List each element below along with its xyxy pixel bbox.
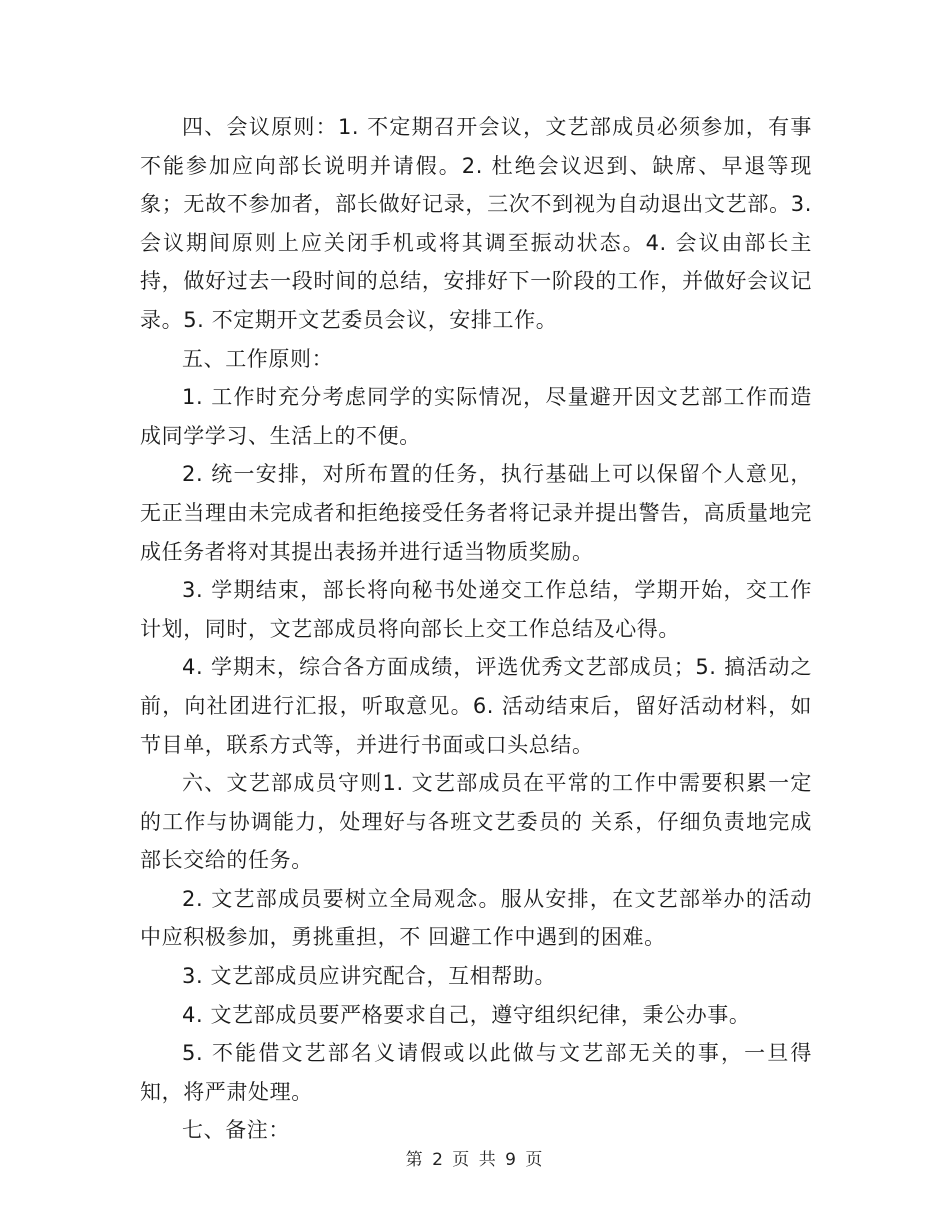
paragraph-work-item-4: 4. 学期末，综合各方面成绩，评选优秀文艺部成员；5. 搞活动之前，向社团进行汇报，听取意见。6. 活动结束后，留好活动材料，如节目单，联系方式等，并进行书面或口头总结。 (140, 655, 812, 757)
paragraph-member-rule-3: 3. 文艺部成员应讲究配合，互相帮助。 (182, 964, 557, 989)
paragraph-work-item-3: 3. 学期结束，部长将向秘书处递交工作总结，学期开始，交工作计划，同时，文艺部成员将向部长上交工作总结及心得。 (140, 578, 812, 641)
heading-remarks: 七、备注： (182, 1118, 290, 1143)
paragraph-member-rule-5: 5. 不能借文艺部名义请假或以此做与文艺部无关的事，一旦得知，将严肃处理。 (140, 1041, 812, 1104)
paragraph-member-rules: 六、文艺部成员守则1. 文艺部成员在平常的工作中需要积累一定的工作与协调能力，处理好与各班文艺委员的 关系，仔细负责地完成部长交给的任务。 (140, 771, 812, 873)
document-body (140, 108, 812, 1150)
paragraph-member-rule-4: 4. 文艺部成员要严格要求自己，遵守组织纪律，秉公办事。 (182, 1002, 751, 1027)
paragraph-work-item-2: 2. 统一安排，对所布置的任务，执行基础上可以保留个人意见，无正当理由未完成者和拒绝接受任务者将记录并提出警告，高质量地完成任务者将对其提出表扬并进行适当物质奖励。 (140, 462, 812, 564)
page-number-footer: 第 2 页 共 9 页 (405, 1150, 545, 1170)
heading-work-principles: 五、工作原则： (182, 346, 334, 371)
paragraph-member-rule-2: 2. 文艺部成员要树立全局观念。服从安排，在文艺部举办的活动中应积极参加，勇挑重担，不 回避工作中遇到的困难。 (140, 886, 812, 950)
paragraph-work-item-1: 1. 工作时充分考虑同学的实际情况，尽量避开因文艺部工作而造成同学学习、生活上的不便。 (140, 385, 812, 448)
paragraph-meeting-principles: 四、会议原则：1. 不定期召开会议，文艺部成员必须参加，有事不能参加应向部长说明并请假。2. 杜绝会议迟到、缺席、早退等现象；无故不参加者，部长做好记录，三次不到视为自动退出文艺部。3. 会议期间原则上应关闭手机或将其调至振动状态。4. 会议由部长主持，做好过去一段时间的总结，安排好下一阶段的工作，并做好会议记录。5. 不定期开文艺委员会议，安排工作。 (140, 115, 812, 332)
